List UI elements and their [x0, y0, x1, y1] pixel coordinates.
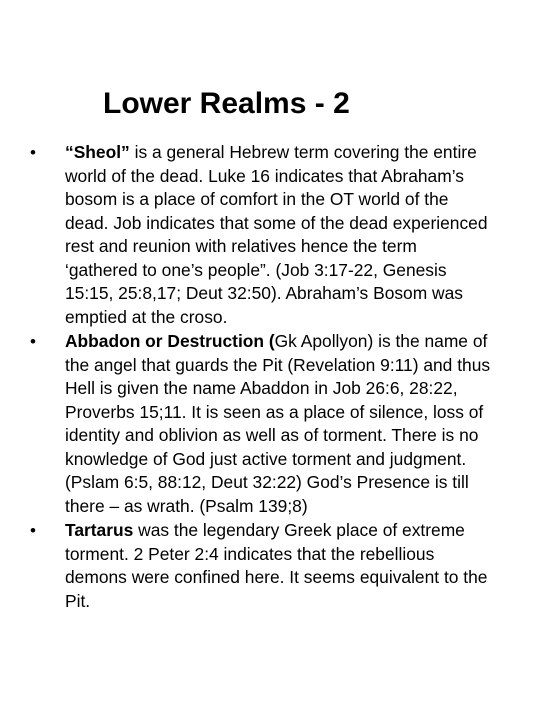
bullet-item-sheol: [30, 141, 492, 329]
slide-title: Lower Realms - 2: [103, 87, 350, 120]
bullet-dot: •: [30, 521, 36, 540]
bullet-term: “Sheol”: [65, 142, 130, 162]
bullet-item-tartarus: [30, 519, 492, 613]
bullet-text: is a general Hebrew term covering the entire world of the dead. Luke 16 indicates that Abraham’s bosom is a place of comfort in the OT world of the dead. Job indicates that some of the dead experienced rest and reunion with relatives hence the term ‘gathered to one’s people”. (Job 3:17-22, Genesis 15:15, 25:8,17; Deut 32:50). Abraham’s Bosom was emptied at the croso.: [65, 142, 488, 327]
bullet-text: Gk Apollyon) is the name of the angel that guards the Pit (Revelation 9:11) and thus Hell is given the name Abaddon in Job 26:6, 28:22, Proverbs 15;11. It is seen as a place of silence, loss of identity and oblivion as well as of torment. There is no knowledge of God just active torment and judgment. (Pslam 6:5, 88:12, Deut 32:22) God’s Presence is till there – as wrath. (Psalm 139;8): [65, 331, 491, 516]
bullet-list: [30, 141, 492, 614]
bullet-item-abbadon: [30, 330, 492, 518]
bullet-dot: •: [30, 332, 36, 351]
bullet-term: Abbadon or Destruction (: [65, 331, 275, 351]
bullet-dot: •: [30, 143, 36, 162]
bullet-term: Tartarus: [65, 520, 134, 540]
bullet-text: was the legendary Greek place of extreme torment. 2 Peter 2:4 indicates that the rebellious demons were confined here. It seems equivalent to the Pit.: [65, 520, 488, 611]
